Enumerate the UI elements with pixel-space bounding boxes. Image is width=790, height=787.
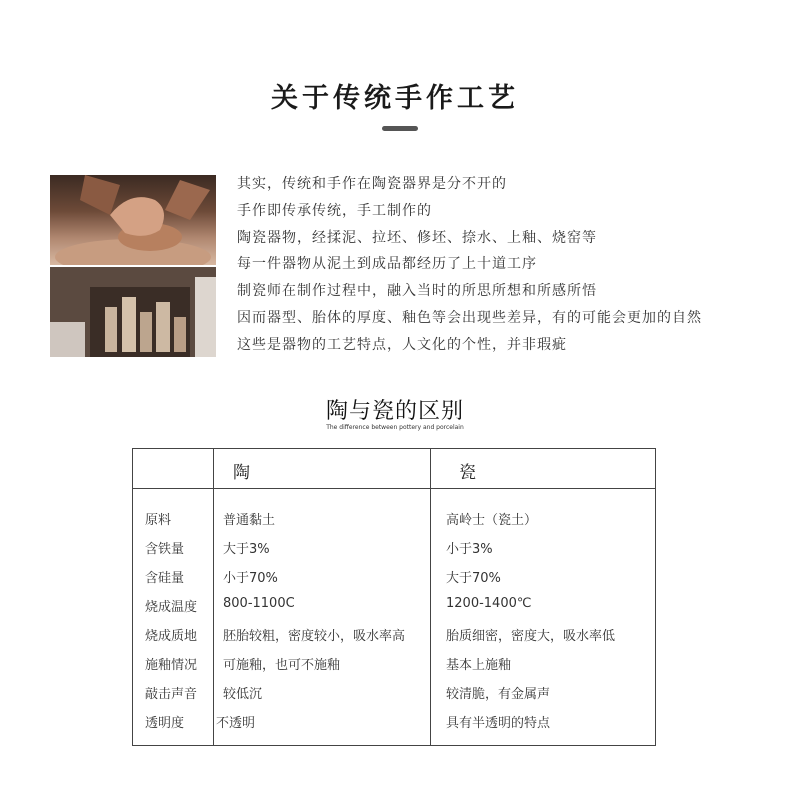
porcelain-value: 胎质细密，密度大，吸水率低 [446, 629, 616, 644]
table-row [133, 625, 655, 654]
porcelain-value: 大于70% [446, 571, 501, 586]
pottery-value: 800-1100C [223, 596, 295, 611]
table-row [133, 509, 655, 538]
row-label: 原料 [145, 513, 172, 528]
porcelain-value: 基本上施釉 [446, 658, 512, 673]
table-row [133, 596, 655, 625]
pottery-value: 较低沉 [223, 687, 263, 702]
table-row [133, 683, 655, 712]
intro-line: 因而器型、胎体的厚度、釉色等会出现些差异，有的可能会更加的自然 [237, 309, 702, 326]
comparison-table [132, 448, 656, 746]
row-label: 烧成温度 [145, 600, 198, 615]
pottery-value: 大于3% [223, 542, 270, 557]
intro-line: 陶瓷器物，经揉泥、拉坯、修坯、捺水、上釉、烧窑等 [237, 229, 597, 246]
row-label: 透明度 [145, 716, 185, 731]
porcelain-value: 较清脆，有金属声 [446, 687, 551, 702]
pottery-value: 普通黏土 [223, 513, 276, 528]
table-row [133, 567, 655, 596]
intro-line: 其实，传统和手作在陶瓷器界是分不开的 [237, 176, 507, 192]
intro-line: 每一件器物从泥土到成品都经历了上十道工序 [237, 256, 537, 273]
table-header-divider [133, 488, 655, 489]
header-pottery: 陶 [233, 463, 250, 483]
header-porcelain: 瓷 [459, 463, 476, 483]
kiln-photo [50, 267, 216, 357]
pottery-value: 不透明 [216, 716, 256, 731]
intro-line: 这些是器物的工艺特点，人文化的个性，并非瑕疵 [237, 336, 567, 353]
row-label: 烧成质地 [145, 629, 198, 644]
porcelain-value: 高岭士（瓷土） [446, 513, 538, 528]
table-row [133, 654, 655, 683]
pottery-value: 胚胎较粗，密度较小，吸水率高 [223, 629, 406, 644]
table-row [133, 712, 655, 741]
intro-line: 手作即传承传统，手工制作的 [237, 202, 432, 219]
porcelain-value: 1200-1400℃ [446, 596, 532, 611]
table-row [133, 538, 655, 567]
page-title: 关于传统手作工艺 [271, 83, 519, 114]
row-label: 含硅量 [145, 571, 185, 586]
intro-line: 制瓷师在制作过程中，融入当时的所思所想和所感所悟 [237, 283, 597, 300]
intro-text [237, 171, 777, 359]
pottery-value: 小于70% [223, 571, 278, 586]
comparison-caption: The difference between pottery and porcelain [326, 424, 464, 431]
row-label: 含铁量 [145, 542, 185, 557]
pottery-wheel-photo [50, 175, 216, 265]
row-label: 施釉情况 [145, 658, 198, 673]
title-underline [382, 126, 418, 131]
comparison-title: 陶与瓷的区别 [325, 399, 464, 424]
porcelain-value: 具有半透明的特点 [446, 716, 551, 731]
porcelain-value: 小于3% [446, 542, 493, 557]
pottery-value: 可施釉，也可不施釉 [223, 658, 341, 673]
row-label: 敲击声音 [145, 687, 198, 702]
